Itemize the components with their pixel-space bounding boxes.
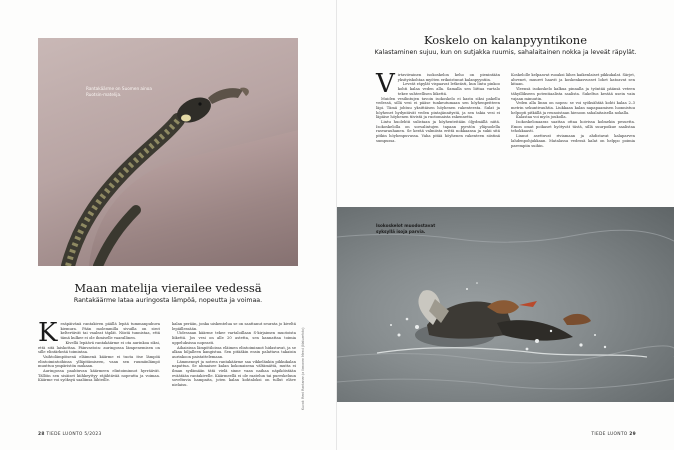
left-magazine-issue: TIEDE LUONTO 5/2023 [46, 432, 102, 437]
goosander-photo-caption: Isokoskelot muodostavat syksyllä isoja parvia. [376, 223, 436, 234]
paragraph: Veden alla linnu on nopea: se voi syöksähtää kohti kalaa 2–3 metrin sekuntivauhtia. Liukkaan kalan napapaamisen luonnistuu helpopti pitkällä ja reunoistaan hienoon sahalaitaisella nokalla. [511, 101, 635, 115]
left-headline: Maan matelija vierailee vedessä [74, 281, 262, 295]
right-column-2 [511, 73, 635, 148]
paragraph: esäpäivänä rantakiven päällä lepää tummanpuhuva kiemura. Pään molemmilla sivuilla on sirot keltertävät tai vaaleat täplät. Niistä tunnistaa, että tämä kulkee ei ole ihmiselle vaarallinen. [60, 322, 160, 341]
paragraph: Lämmennyt ja notrea rantakäärme saa vikkelänkin pikkukalan napattua. Se ahmaisee kalan kokonaisena vältämättä, mutta ei ilman sydämään tätä vielä sinne vaan naihaa näpiköistään eväätään rantakivelle. Käärmeellä ei ole raatelun tai pureskeluun soveltuvia hampaita, joten kalan kohtaloksi on tullut eläve nielaisu. [172, 359, 296, 388]
right-folio [591, 432, 636, 437]
grass-snake-photo [38, 38, 298, 266]
right-page-number: 29 [629, 432, 636, 437]
goosander-illustration [337, 207, 674, 402]
paragraph: Linnut asettuvat riviamaan ja ahdistavat kalaparven lahdenpohjukkaan. Matalassa vedessä kalat on helppo poimia parempiin suihin. [511, 134, 635, 148]
right-dropcap: V [376, 69, 395, 99]
paragraph: Uidessaan käärme tekee vartaloillaan S-kirjaimen muotoista liikettä. Jos vesi on alle 20 astetta, sen kannattaa toimia uppeluksissa nopeasti. [172, 331, 296, 345]
paragraph: kalan perään, jonka uiskentelua se on saattanut seurata jo kiveltä lepäillessään. [172, 322, 296, 331]
paragraph: Yleensä isokoskelo kalkua pinnalla ja työntää päänsä veteen tähyillikseen potentiaalista saalista. Sukeltus kestää usein vain vajaan minuutin. [511, 87, 635, 101]
paragraph: Lintu huolehtii sulistaan ja höyhenteitään öljydmällä niitä. Isokoskelolla on sorsalintujen tapaan pyrstön yläpuolella rasvarauhanen. Se kerää valmiista erittä nokkaansa ja sukii sitä pitkin höyhenpuvussa. Vaha pitää höyhenen rakenteen siistinä sumpussa. [376, 120, 500, 143]
paragraph: Vaihtolämpöisenä eläimenä käärme ei tuota itse lämpöä elintoimintoihinsa ylläpitämiseen, vaan sen ruumiinlämpö muuttuu ympäristön mukaan. [38, 354, 160, 369]
goosander-photo [337, 207, 674, 402]
snake-illustration [38, 38, 298, 266]
paragraph: Kalastaa voi myös joukolla. [516, 115, 567, 120]
right-headline: Koskelo on kalanpyyntikone [423, 33, 588, 47]
left-dropcap: K [38, 318, 58, 348]
photo-credit: Kuvat: Reni Rantanen ja Ilmonen Mervi (Naturefoto) [301, 327, 305, 410]
paragraph: Leveät räpylät vispaavat letkeästi, kun lintu pinkoo kohti kalaa veden alla. Samalla sen liittaa vartalo tekee suhteellisen liikettä. [397, 82, 500, 96]
paragraph: Koskelolle kelpaavat ruoaksi lähes kaikenlaiset pikkukalat. Särjet, ahvenet, muuret haavit ja koskenkasvusset lohet katoavat sen kitaan. [511, 73, 635, 87]
snake-photo-caption: Rantakäärme on Suomen ainoa Ruotsin-matelija. [86, 86, 152, 97]
paragraph: Muiden vesilintujen tavoin isokoskelo ei kastu siksi pakellu vedessä, sillä vesi ei pääse tunkeutumaan sen höyhenpeitteen läpi. Tämä johtuu yksittäisen höyhenen rakenteesta. Sulat ja höyhenet hydyntävät veden pintajännitystä, ja sen takia vesi ei läpäise höyhenen tiivistä ja ruotomaista rakennetta. [376, 96, 500, 120]
paragraph: Isokoskelonaaras saattaa ottaa hoivissa kolmekin pesuetta. Emon omat poikaset hyötyvät tästä, sillä suurpoikue saalistaa tehokkaasti. [511, 120, 635, 134]
left-deck: Rantakäärme lataa auringosta lämpöä, nopeutta ja voimaa. [73, 297, 263, 304]
left-folio [38, 432, 102, 437]
paragraph: irtaviivainen isokoskelon keho on pienintään yksityiskohtaa myöten erikoistunut kalanpyyntiin. [397, 73, 500, 82]
paragraph: Auringossa paahtuvan käärmeen elintoiminnot hyrräävät. Tällöin sen sisäiset kiihkeyttyy räjähtävää nopeutta ja voimaa. Käärme voi syöksyä saaliinsa lähteille. [38, 369, 160, 383]
paragraph: Kivellä lepäävä rantakäärme ei ota aurinkoa siksi, että sitä laiskottaa. Päinvastoin: auringossa lämpenemisen on sille elintärkeää toimintaa. [38, 340, 160, 355]
paragraph: Aihaisissa lämpötiloissa eläimen elintoiminnot hidastuvat, ja se alkaa hiljalleen kangistua. Sen pitääkin ensin palattava takaisin aurinkoon paistattelemaan. [172, 345, 296, 359]
left-page-number: 28 [38, 432, 45, 437]
right-magazine-issue: TIEDE LUONTO [591, 432, 628, 437]
right-deck: Kalastaminen sujuu, kun on sutjakka ruumis, sahalaitainen nokka ja leveät räpylät. [374, 49, 637, 56]
left-column-2 [172, 322, 296, 388]
right-column-1 [376, 69, 500, 144]
left-column-1 [38, 318, 160, 383]
